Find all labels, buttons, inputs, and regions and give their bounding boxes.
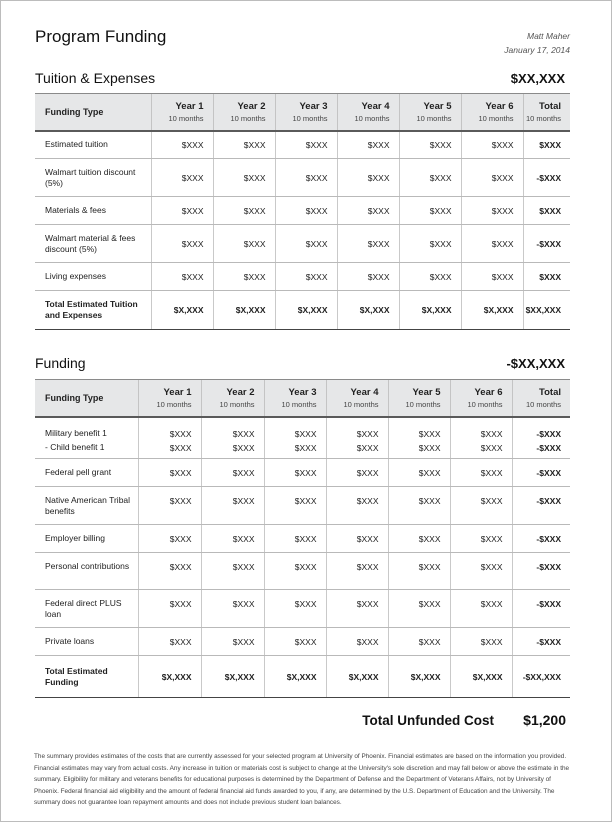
year-header: Year 1 10 months <box>151 94 213 131</box>
cell-value: $XXX <box>461 263 523 291</box>
year-header: Year 6 10 months <box>461 94 523 131</box>
cell-value: $XXX $XXX <box>326 417 388 459</box>
cell-value: $XXX <box>326 525 388 553</box>
cell-value: $XXX <box>461 225 523 263</box>
cell-value: $XXX <box>138 553 201 590</box>
total-header: Total 10 months <box>523 94 570 131</box>
funding-table <box>35 379 570 698</box>
cell-value: $XXX <box>264 553 326 590</box>
table-row <box>35 159 570 197</box>
table-row <box>35 487 570 525</box>
cell-value: $XXX <box>264 590 326 628</box>
tuition-table <box>35 93 570 330</box>
cell-value: $XXX <box>275 159 337 197</box>
funding-type-header: Funding Type <box>35 94 151 131</box>
row-label: Federal direct PLUS loan <box>35 590 138 628</box>
cell-value: $XXX <box>201 459 264 487</box>
total-row-label: Total Estimated Tuition and Expenses <box>35 291 151 330</box>
cell-value: $XXX <box>138 525 201 553</box>
year-header: Year 3 10 months <box>264 380 326 417</box>
table-row <box>35 131 570 159</box>
year-header: Year 2 10 months <box>201 380 264 417</box>
cell-value: $XXX <box>213 131 275 159</box>
funding-section-header <box>35 355 565 375</box>
cell-value: $XXX <box>461 159 523 197</box>
cell-value: $XXX <box>151 197 213 225</box>
cell-value: $XXX <box>450 590 512 628</box>
funding-section-amount: -$XX,XXX <box>506 356 565 371</box>
total-cell-value: $X,XXX <box>138 656 201 698</box>
year-header: Year 4 10 months <box>326 380 388 417</box>
tuition-section-amount: $XX,XXX <box>510 71 565 86</box>
row-total: -$XXX <box>512 525 570 553</box>
disclaimer-text: The summary provides estimates of the costs that are currently assessed for your selected program at University of Phoenix. Financial estimates are based on the information you provided. Financial estimates may vary from actual costs. Any increase in tuition or materials cost is subject to change at the University's sole discretion and may fall below or above the estimate in the summary. Eligibility for military and veterans benefits for educational purposes is determined by the Department of Defense and the Department of Veterans Affairs, not by University of Phoenix. Federal financial aid eligibility and the amount of federal financial aid funds awarded to you, if any, are determined by the U.S. Department of Education and the University. The summary does not guarantee loan repayment amounts and does not include previous student loan balances. <box>34 753 570 806</box>
total-cell-value: $X,XXX <box>213 291 275 330</box>
row-label: Private loans <box>35 628 138 656</box>
author-block <box>504 29 570 57</box>
cell-value: $XXX <box>388 525 450 553</box>
row-total: $XXX <box>523 197 570 225</box>
cell-value: $XXX <box>337 263 399 291</box>
total-cell-value: $X,XXX <box>264 656 326 698</box>
year-header: Year 5 10 months <box>388 380 450 417</box>
cell-value: $XXX <box>388 628 450 656</box>
cell-value: $XXX <box>450 553 512 590</box>
table-row <box>35 628 570 656</box>
cell-value: $XXX <box>264 459 326 487</box>
table-row <box>35 197 570 225</box>
funding-section-title: Funding <box>35 355 86 371</box>
cell-value: $XXX <box>201 487 264 525</box>
table-row <box>35 525 570 553</box>
row-label: Personal contributions <box>35 553 138 590</box>
cell-value: $XXX <box>201 525 264 553</box>
row-total: -$XXX -$XXX <box>512 417 570 459</box>
table-header-row <box>35 380 570 417</box>
author-name: Matt Maher <box>527 31 570 41</box>
cell-value: $XXX <box>326 487 388 525</box>
row-total: -$XXX <box>512 459 570 487</box>
row-label: Native American Tribal benefits <box>35 487 138 525</box>
cell-value: $XXX <box>275 131 337 159</box>
cell-value: $XXX <box>138 459 201 487</box>
cell-value: $XXX <box>388 590 450 628</box>
cell-value: $XXX <box>213 263 275 291</box>
row-total: -$XXX <box>523 225 570 263</box>
year-header: Year 6 10 months <box>450 380 512 417</box>
cell-value: $XXX <box>450 525 512 553</box>
cell-value: $XXX <box>326 553 388 590</box>
cell-value: $XXX <box>213 225 275 263</box>
cell-value: $XXX $XXX <box>264 417 326 459</box>
cell-value: $XXX $XXX <box>388 417 450 459</box>
year-header: Year 1 10 months <box>138 380 201 417</box>
total-cell-value: $X,XXX <box>450 656 512 698</box>
cell-value: $XXX <box>388 487 450 525</box>
table-row <box>35 553 570 590</box>
table-row <box>35 225 570 263</box>
row-label: Estimated tuition <box>35 131 151 159</box>
row-total: -$XXX <box>512 553 570 590</box>
page-title: Program Funding <box>35 27 167 46</box>
document-date: January 17, 2014 <box>504 45 570 55</box>
total-row <box>35 291 570 330</box>
row-total: -$XXX <box>523 159 570 197</box>
cell-value: $XXX <box>399 159 461 197</box>
cell-value: $XXX <box>450 487 512 525</box>
year-header: Year 2 10 months <box>213 94 275 131</box>
row-label: Walmart tuition discount (5%) <box>35 159 151 197</box>
table-row <box>35 459 570 487</box>
year-header: Year 3 10 months <box>275 94 337 131</box>
row-label: Employer billing <box>35 525 138 553</box>
cell-value: $XXX <box>275 225 337 263</box>
total-cell-value: $X,XXX <box>326 656 388 698</box>
row-total: -$XXX <box>512 487 570 525</box>
grand-total: $XX,XXX <box>523 291 570 330</box>
cell-value: $XXX $XXX <box>138 417 201 459</box>
row-total: $XXX <box>523 263 570 291</box>
cell-value: $XXX <box>337 159 399 197</box>
cell-value: $XXX <box>213 159 275 197</box>
cell-value: $XXX <box>201 590 264 628</box>
cell-value: $XXX <box>450 459 512 487</box>
cell-value: $XXX <box>461 197 523 225</box>
cell-value: $XXX $XXX <box>201 417 264 459</box>
row-label: Federal pell grant <box>35 459 138 487</box>
cell-value: $XXX <box>388 553 450 590</box>
total-cell-value: $X,XXX <box>388 656 450 698</box>
cell-value: $XXX $XXX <box>450 417 512 459</box>
cell-value: $XXX <box>264 628 326 656</box>
table-row <box>35 590 570 628</box>
cell-value: $XXX <box>151 225 213 263</box>
row-total: $XXX <box>523 131 570 159</box>
total-header: Total 10 months <box>512 380 570 417</box>
table-header-row <box>35 94 570 131</box>
year-header: Year 4 10 months <box>337 94 399 131</box>
cell-value: $XXX <box>201 628 264 656</box>
row-label: Walmart material & fees discount (5%) <box>35 225 151 263</box>
cell-value: $XXX <box>399 197 461 225</box>
cell-value: $XXX <box>399 263 461 291</box>
unfunded-label: Total Unfunded Cost <box>362 713 494 728</box>
total-row <box>35 656 570 698</box>
cell-value: $XXX <box>264 487 326 525</box>
cell-value: $XXX <box>201 553 264 590</box>
row-total: -$XXX <box>512 628 570 656</box>
total-cell-value: $X,XXX <box>275 291 337 330</box>
table-row <box>35 263 570 291</box>
cell-value: $XXX <box>275 197 337 225</box>
total-cell-value: $X,XXX <box>399 291 461 330</box>
cell-value: $XXX <box>151 263 213 291</box>
row-total: -$XXX <box>512 590 570 628</box>
total-cell-value: $X,XXX <box>461 291 523 330</box>
cell-value: $XXX <box>337 225 399 263</box>
cell-value: $XXX <box>399 225 461 263</box>
cell-value: $XXX <box>388 459 450 487</box>
cell-value: $XXX <box>326 590 388 628</box>
cell-value: $XXX <box>326 628 388 656</box>
total-cell-value: $X,XXX <box>151 291 213 330</box>
row-label: Materials & fees <box>35 197 151 225</box>
cell-value: $XXX <box>213 197 275 225</box>
cell-value: $XXX <box>138 487 201 525</box>
grand-total: -$XX,XXX <box>512 656 570 698</box>
tuition-section-title: Tuition & Expenses <box>35 70 156 86</box>
tuition-section-header <box>35 70 565 90</box>
cell-value: $XXX <box>450 628 512 656</box>
cell-value: $XXX <box>138 590 201 628</box>
row-label: Military benefit 1 - Child benefit 1 <box>35 417 138 459</box>
cell-value: $XXX <box>264 525 326 553</box>
cell-value: $XXX <box>399 131 461 159</box>
cell-value: $XXX <box>138 628 201 656</box>
cell-value: $XXX <box>151 131 213 159</box>
total-row-label: Total Estimated Funding <box>35 656 138 698</box>
cell-value: $XXX <box>326 459 388 487</box>
cell-value: $XXX <box>337 131 399 159</box>
cell-value: $XXX <box>151 159 213 197</box>
cell-value: $XXX <box>337 197 399 225</box>
total-cell-value: $X,XXX <box>337 291 399 330</box>
row-label: Living expenses <box>35 263 151 291</box>
funding-type-header: Funding Type <box>35 380 138 417</box>
total-cell-value: $X,XXX <box>201 656 264 698</box>
unfunded-summary <box>35 711 566 731</box>
cell-value: $XXX <box>275 263 337 291</box>
table-row <box>35 417 570 459</box>
cell-value: $XXX <box>461 131 523 159</box>
year-header: Year 5 10 months <box>399 94 461 131</box>
unfunded-amount: $1,200 <box>523 712 566 728</box>
